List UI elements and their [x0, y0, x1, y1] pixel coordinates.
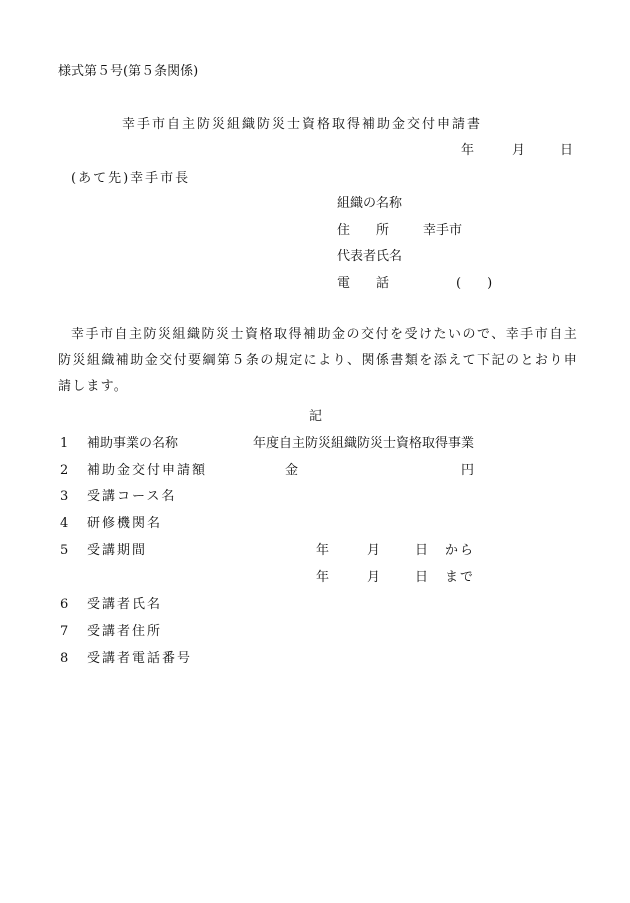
representative-label: 代表者氏名: [337, 249, 403, 264]
item-label: 研修機関名: [87, 516, 163, 531]
item-number: 3: [60, 489, 69, 504]
item-label: 補助金交付申請額: [87, 463, 208, 478]
item-number: 2: [60, 463, 69, 478]
item-number: 4: [60, 516, 69, 531]
body-paragraph: [58, 322, 578, 400]
phone-label: 電 話: [337, 276, 390, 291]
period-to-suffix: まで: [445, 570, 476, 585]
period-from-suffix: から: [445, 543, 476, 558]
item-number: 7: [60, 624, 69, 639]
org-name-label: 組織の名称: [337, 196, 403, 211]
item-label: 受講者電話番号: [87, 651, 193, 666]
period-to-year: 年: [316, 570, 330, 585]
project-name-value: 年度自主防災組織防災士資格取得事業: [253, 436, 475, 451]
date-day: 日: [560, 143, 574, 158]
addressee: (あて先)幸手市長: [71, 171, 191, 186]
period-to-month: 月: [367, 570, 381, 585]
date-year: 年: [461, 143, 475, 158]
item-number: 1: [60, 436, 69, 451]
phone-parentheses: ( ): [456, 276, 493, 291]
period-from-year: 年: [316, 543, 330, 558]
item-number: 8: [60, 651, 69, 666]
address-label: 住 所: [337, 223, 390, 238]
item-label: 受講者氏名: [87, 597, 163, 612]
body-text: 幸手市自主防災組織防災士資格取得補助金の交付を受けたいので、幸手市自主防災組織補助金交付要綱第５条の規定により、関係書類を添えて下記のとおり申請します。: [58, 327, 578, 394]
address-value: 幸手市: [423, 223, 463, 238]
document-title: 幸手市自主防災組織防災士資格取得補助金交付申請書: [122, 117, 483, 132]
period-from-month: 月: [367, 543, 381, 558]
item-label: 受講期間: [87, 543, 148, 558]
amount-yen: 円: [461, 463, 475, 478]
item-label: 受講者住所: [87, 624, 163, 639]
item-label: 受講コース名: [87, 489, 177, 504]
form-number: 様式第５号(第５条関係): [58, 64, 199, 79]
item-number: 5: [60, 543, 69, 558]
amount-kin: 金: [285, 463, 299, 478]
item-number: 6: [60, 597, 69, 612]
period-to-day: 日: [415, 570, 429, 585]
item-label: 補助事業の名称: [87, 436, 179, 451]
period-from-day: 日: [415, 543, 429, 558]
date-month: 月: [512, 143, 526, 158]
ki-heading: 記: [309, 409, 323, 424]
